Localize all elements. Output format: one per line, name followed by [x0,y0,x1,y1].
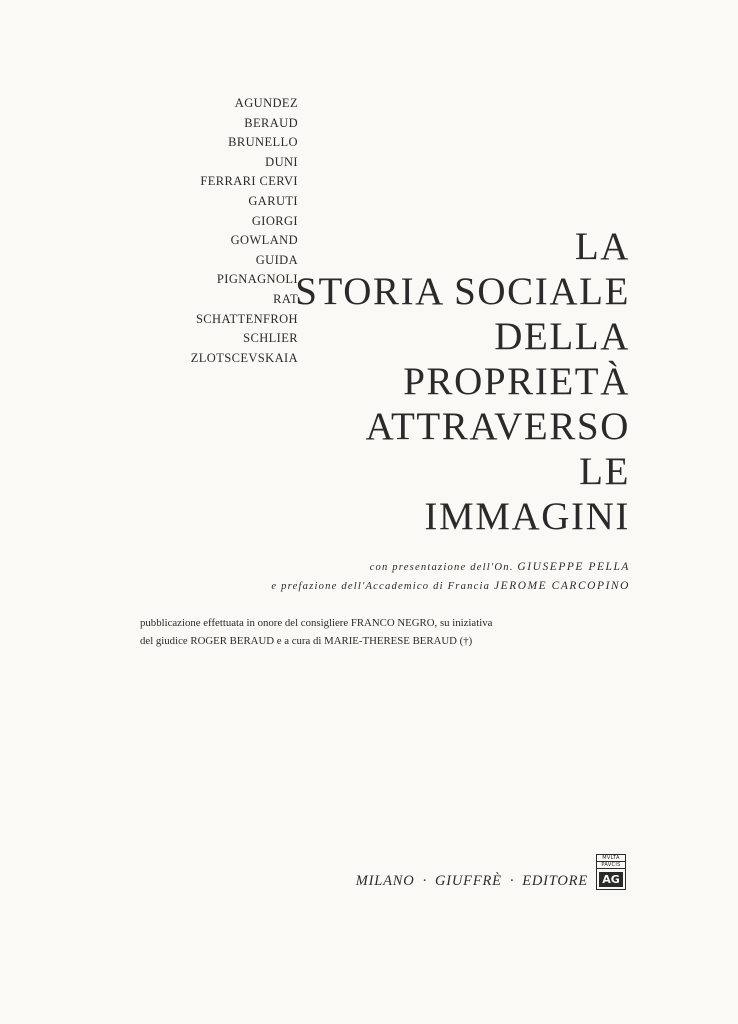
author-name: GARUTI [248,193,298,208]
author-name: RAT [273,291,298,306]
imprint-separator: · [422,873,427,889]
title-line: IMMAGINI [424,495,630,538]
dedication-line: pubblicazione effettuata in onore del consigliere FRANCO NEGRO, su iniziativa [140,617,493,629]
author-name: ZLOTSCEVSKAIA [190,350,298,365]
publisher-logo-icon [596,854,626,890]
title-line: DELLA [494,315,630,358]
dedication-line: del giudice ROGER BERAUD e a cura di MARIE-THERESE BERAUD (†) [140,634,473,647]
author-name: GUIDA [255,252,298,267]
logo-motto-bottom: PAVCIS [597,862,625,869]
book-title [295,224,630,539]
presenter-name: GIUSEPPE PELLA [517,561,630,573]
imprint-role: EDITORE [522,873,588,889]
title-line: LE [579,450,630,493]
imprint-city: MILANO [355,873,415,889]
title-line: ATTRAVERSO [365,405,630,448]
title-line: PROPRIETÀ [403,360,630,403]
author-name: FERRARI CERVI [200,174,298,189]
logo-motto-top: MVLTA [597,855,625,862]
publisher-imprint [356,873,588,890]
author-name: GOWLAND [230,233,298,248]
author-name: SCHLIER [243,331,298,346]
preface-author-name: JEROME CARCOPINO [493,580,630,592]
author-name: BRUNELLO [228,135,298,150]
preface-line [271,577,630,596]
dedication-note [140,615,492,650]
logo-mark: AG [599,872,623,887]
author-name: GIORGI [251,213,298,228]
presentation-prefix: con presentazione dell'On. [369,562,514,573]
presentation-credits [271,558,630,596]
author-name: PIGNAGNOLI [216,272,298,287]
author-name: BERAUD [244,115,298,130]
author-name: AGUNDEZ [234,96,298,110]
title-line: LA [574,225,630,268]
author-list [191,94,298,368]
preface-prefix: e prefazione dell'Accademico di Francia [271,581,491,592]
presentation-line [271,558,630,577]
author-name: DUNI [265,154,298,169]
imprint-separator: · [509,873,515,889]
imprint-publisher: GIUFFRÈ [435,873,502,889]
title-line: STORIA SOCIALE [295,270,630,313]
author-name: SCHATTENFROH [195,311,298,326]
